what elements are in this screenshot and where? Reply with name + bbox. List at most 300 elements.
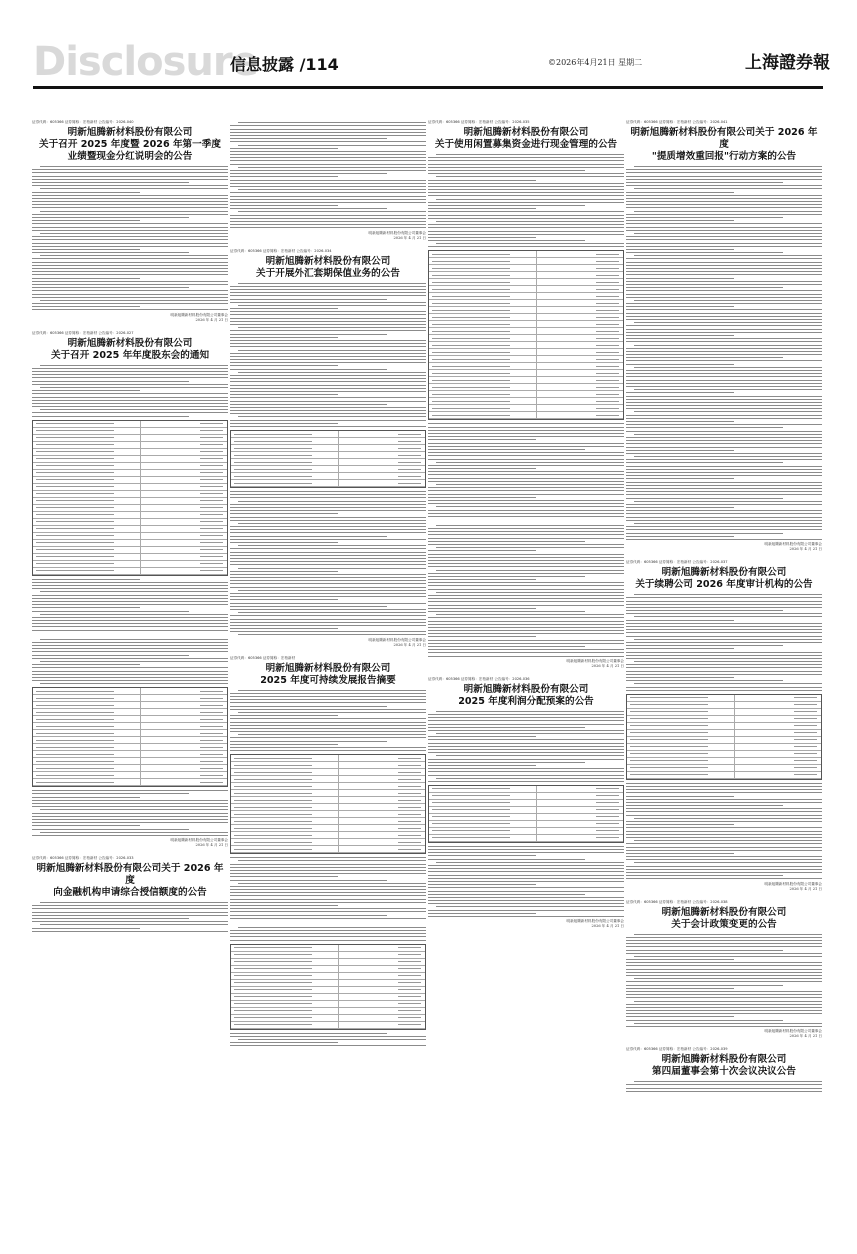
text-line [32,371,228,372]
text-line [626,834,822,835]
text-line [428,234,624,235]
text-line [32,822,228,823]
table-row [627,716,821,723]
table-row [231,762,425,769]
text-line [436,570,624,571]
table-row [33,526,227,533]
text-line [436,176,624,177]
text-line [428,240,585,241]
text-line [626,533,783,534]
table-row [231,480,425,487]
announcement [230,122,426,240]
text-line [32,214,228,215]
text-line [634,523,822,524]
table-row [627,758,821,765]
text-line [428,510,624,511]
announcement-body [626,1081,822,1092]
text-line [634,956,822,957]
text-line [238,927,426,928]
text-line [428,714,624,715]
text-line [230,603,426,604]
text-line [32,671,228,672]
text-line [32,620,228,621]
section-title: 信息披露 /114 [230,55,339,74]
table-row [429,314,623,321]
text-line [230,138,387,139]
text-line [230,173,387,174]
table-row [627,730,821,737]
announcement-code: 证券代码：605366 证券简称：宏柏新材 公告编号：2026-034 [230,248,332,253]
text-line [230,491,426,492]
text-line [230,580,426,581]
text-line [428,611,585,612]
announcement-code: 证券代码：605366 证券简称：宏柏新材 公告编号：2026-038 [626,899,728,904]
text-line [230,609,426,610]
text-line [428,589,624,590]
text-line [634,233,822,234]
text-line [428,749,624,750]
text-line [230,599,338,600]
announcement-body [230,122,426,228]
text-line [32,829,189,830]
text-line [32,223,228,224]
text-line [428,910,624,911]
text-line [626,940,822,941]
text-line [40,255,228,256]
text-line [428,550,536,551]
text-line [626,636,822,637]
table-row [429,258,623,265]
text-line [230,1036,426,1037]
text-line [230,353,426,354]
table-row [429,377,623,384]
text-line [230,552,426,553]
text-line [626,252,783,253]
text-line [230,224,426,225]
text-line [32,287,189,288]
text-line [428,205,585,206]
text-line [230,728,426,729]
text-line [230,555,426,556]
text-line [626,376,822,377]
table-divider [536,251,537,419]
text-line [230,362,426,363]
text-line [230,337,338,338]
text-line [626,507,734,508]
text-line [40,166,228,167]
table-row [231,1008,425,1015]
signature: 明新旭腾新材料股份有限公司董事会 2026 年 4 月 21 日 [764,881,822,891]
text-line [230,388,426,389]
text-line [32,617,228,618]
text-line [230,889,426,890]
text-line [428,646,585,647]
text-line [230,218,426,219]
text-line [626,405,822,406]
text-line [428,497,536,498]
announcement-code: 证券代码：605366 证券简称：宏柏新材 公告编号：2026-037 [626,560,728,565]
table-row [33,512,227,519]
text-line [230,918,426,919]
table-row [33,428,227,435]
text-line [230,587,426,588]
text-line [32,274,228,275]
text-line [32,384,228,385]
text-line [428,443,624,444]
text-line [230,426,426,427]
table-row [627,737,821,744]
table-divider [536,786,537,842]
text-line [32,601,228,602]
text-line [626,303,822,304]
text-line [626,690,822,691]
text-line [428,608,536,609]
text-line [626,485,822,486]
announcement-body [230,690,426,919]
text-line [428,554,624,555]
text-line [428,436,624,437]
text-line [32,201,228,202]
announcement-body [32,365,228,631]
text-line [230,915,387,916]
table-row [231,952,425,959]
table-row [429,412,623,419]
text-line [626,354,822,355]
text-line [230,510,426,511]
text-line [626,1026,822,1027]
text-line [428,215,624,216]
text-line [428,643,624,644]
text-line [626,176,822,177]
text-line [626,290,822,291]
text-line [626,824,734,825]
text-line [32,905,228,906]
text-line [626,965,822,966]
text-line [32,176,228,177]
announcement-body [32,166,228,310]
text-line [626,671,822,672]
text-line [626,959,734,960]
text-line [428,846,624,847]
text-line [626,459,822,460]
table-row [231,431,425,438]
text-line [230,517,426,518]
text-line [230,741,387,742]
text-line [626,246,822,247]
text-line [626,783,822,784]
column-1 [32,120,228,1245]
text-line [230,574,426,575]
text-line [634,434,822,435]
text-line [626,529,822,530]
text-line [230,394,338,395]
text-line [428,173,624,174]
text-line [32,416,189,417]
text-line [626,843,822,844]
text-line [32,406,228,407]
text-line [32,655,189,656]
text-line [230,356,426,357]
text-line [230,334,387,335]
text-line [230,420,426,421]
announcement-code: 证券代码：605366 证券简称：宏柏新材 公告编号：2026-027 [32,330,134,335]
text-line [32,243,228,244]
text-line [238,501,426,502]
table-row [231,473,425,480]
signature: 明新旭腾新材料股份有限公司董事会 2026 年 4 月 21 日 [764,1029,822,1039]
text-line [634,166,822,167]
announcement-title: 明新旭腾新材料股份有限公司 关于续聘公司 2026 年度审计机构的公告 [635,567,813,591]
table-row [33,695,227,702]
text-line [238,634,426,635]
text-line [634,188,822,189]
text-line [626,815,822,816]
announcement [230,927,426,1047]
text-line [428,891,624,892]
text-line [32,220,140,221]
text-line [238,612,426,613]
text-line [230,413,426,414]
table-row [627,751,821,758]
text-line [626,195,822,196]
announcement [428,525,624,669]
text-line [634,211,822,212]
text-line [626,866,822,867]
announcement-title: 明新旭腾新材料股份有限公司 关于会计政策变更的公告 [661,906,787,930]
text-line [626,421,734,422]
text-line [32,262,228,263]
announcement [230,249,426,648]
text-line [626,642,822,643]
text-line [32,265,228,266]
text-line [626,1020,783,1021]
text-line [626,447,822,448]
text-line [428,563,624,564]
text-line [428,455,624,456]
table-row [33,463,227,470]
text-line [436,711,624,712]
table-row [231,769,425,776]
text-line [32,642,228,643]
text-line [634,367,822,368]
text-line [428,231,624,232]
text-line [230,186,426,187]
text-line [626,1013,822,1014]
text-line [230,561,426,562]
announcement-body [32,639,228,836]
text-line [626,946,822,947]
text-line [32,648,228,649]
text-line [40,809,228,810]
text-line [436,614,624,615]
text-line [626,284,822,285]
text-line [40,591,228,592]
text-line [230,324,426,325]
text-line [626,230,822,231]
text-line [626,789,822,790]
text-line [230,292,426,293]
text-line [626,271,822,272]
text-line [626,201,822,202]
text-line [626,392,734,393]
text-line [626,243,822,244]
announcement-table [230,430,426,488]
table-row [33,709,227,716]
table-row [429,800,623,807]
text-line [626,472,822,473]
text-line [428,446,624,447]
table-row [429,807,623,814]
text-line [634,683,822,684]
text-line [428,560,624,561]
table-row [429,814,623,821]
text-line [626,360,822,361]
text-line [230,170,426,171]
text-line [230,750,426,751]
text-line [626,396,822,397]
text-line [230,696,426,697]
text-line [626,517,822,518]
text-line [32,306,140,307]
text-line [238,568,426,569]
text-line [428,471,624,472]
text-line [626,239,822,240]
text-line [626,969,822,970]
masthead [0,0,857,88]
text-line [32,249,140,250]
text-line [634,818,822,819]
table-row [33,772,227,779]
text-line [626,437,822,438]
text-line [32,790,228,791]
text-line [626,418,822,419]
text-line [634,840,822,841]
text-line [634,934,822,935]
text-line [230,504,426,505]
text-line [32,630,228,631]
text-line [428,649,624,650]
text-line [32,309,228,310]
announcement-code: 证券代码：605366 证券简称：宏柏新材 公告编号：2026-039 [626,1047,728,1052]
text-line [32,204,228,205]
text-line [230,154,426,155]
text-line [626,811,822,812]
text-line [32,918,189,919]
table-row [429,391,623,398]
table-row [429,272,623,279]
text-line [230,378,426,379]
text-line [40,188,228,189]
announcement [32,331,228,631]
text-line [436,547,624,548]
text-line [230,295,426,296]
table-row [429,370,623,377]
text-line [230,876,338,877]
text-line [230,227,426,228]
announcement-table [32,687,228,787]
text-line [32,598,228,599]
text-line [428,452,624,453]
table-row [231,1015,425,1022]
text-line [40,832,228,833]
text-line [40,211,228,212]
text-line [230,606,387,607]
text-line [626,1016,734,1017]
text-line [436,906,624,907]
text-line [230,596,426,597]
text-line [626,792,822,793]
text-line [428,202,624,203]
text-line [626,510,822,511]
text-line [428,765,536,766]
text-line [230,564,426,565]
text-line [626,626,822,627]
text-line [230,365,338,366]
text-line [230,631,426,632]
text-line [428,579,536,580]
text-line [626,223,822,224]
text-line [230,401,426,402]
text-line [32,169,228,170]
text-line [230,625,426,626]
text-line [230,423,338,424]
text-line [32,800,228,801]
announcement-title: 明新旭腾新材料股份有限公司 2025 年度利润分配预案的公告 [458,683,594,707]
text-line [626,491,822,492]
text-line [428,903,624,904]
text-line [626,872,822,873]
text-line [230,286,426,287]
text-line [428,624,624,625]
text-line [428,541,585,542]
text-line [230,164,426,165]
text-line [32,825,140,826]
announcement [32,120,228,323]
text-line [428,170,585,171]
text-line [626,182,783,183]
text-line [238,372,426,373]
text-line [626,859,822,860]
text-line [230,558,426,559]
text-line [230,148,338,149]
text-line [626,431,822,432]
text-line [32,236,228,237]
text-line [428,739,624,740]
text-line [230,539,426,540]
text-line [428,897,624,898]
text-line [230,192,426,193]
text-line [230,902,426,903]
text-line [230,340,426,341]
text-line [230,385,426,386]
text-line [626,539,822,540]
text-line [32,230,228,231]
text-line [32,582,228,583]
text-line [230,494,426,495]
table-row [33,442,227,449]
text-line [626,504,822,505]
text-line [626,348,822,349]
text-line [230,583,426,584]
text-line [626,274,822,275]
text-line [428,481,624,482]
text-line [32,664,140,665]
text-line [626,677,734,678]
text-line [428,717,624,718]
text-line [626,856,822,857]
table-row [231,959,425,966]
text-line [634,322,822,323]
